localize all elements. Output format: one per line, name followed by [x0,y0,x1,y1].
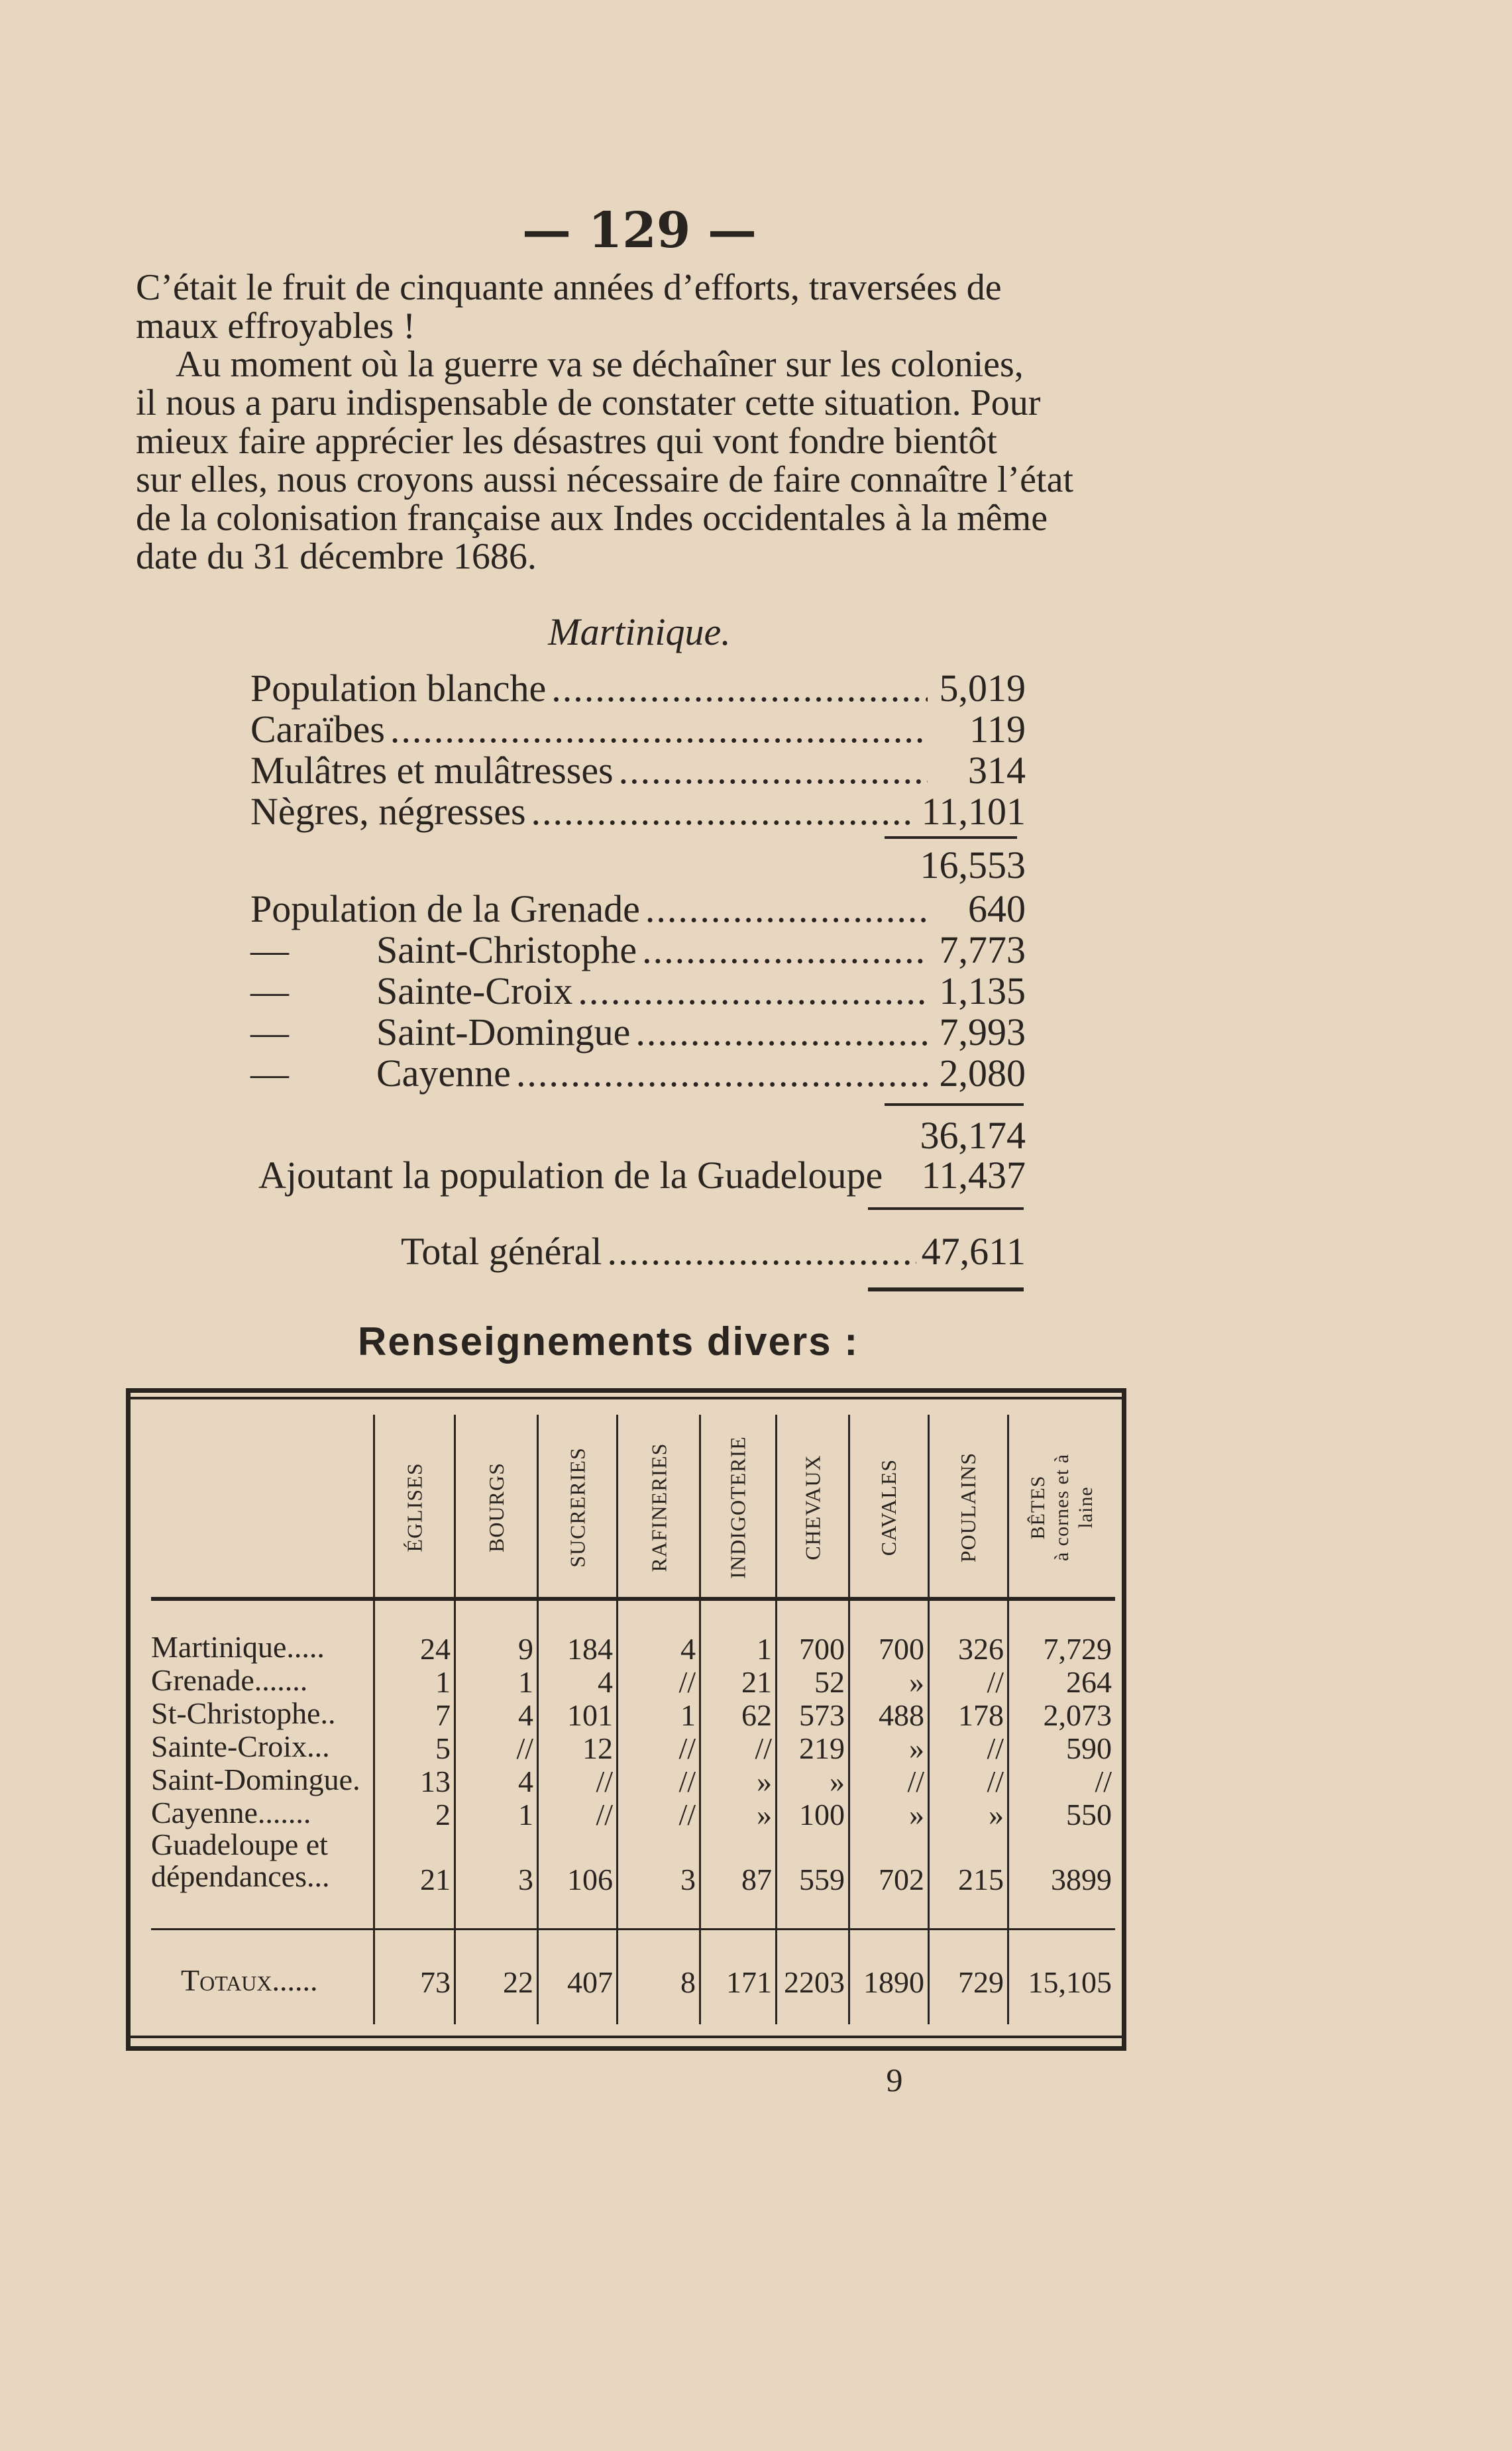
martinique-subtotal [250,843,1026,887]
population-label: Population blanche [250,667,547,710]
table-cell: 2 [435,1798,451,1831]
population-value: 1,135 [939,969,1026,1012]
table-cell: 87 [741,1863,772,1896]
table-cell: » [909,1798,924,1831]
intro-line: date du 31 décembre 1686. [136,536,537,577]
sum-rule [885,1103,1024,1106]
subtotal-value: 36,174 [920,1114,1026,1157]
population-value: 7,993 [939,1010,1026,1054]
population-value: 2,080 [939,1052,1026,1095]
table-cell: 1 [518,1798,533,1831]
table-cell: » [909,1665,924,1699]
table-cell: // [596,1798,613,1831]
table-row-label: Cayenne....... [151,1796,311,1829]
table-cell: // [1095,1765,1112,1798]
table-cell: 52 [814,1665,845,1699]
table-cell: 2,073 [1043,1698,1112,1732]
table-cell: 9 [518,1632,533,1666]
table-cell: 21 [420,1863,451,1896]
table-title: Renseignements divers : [358,1319,859,1364]
table-cell: 326 [958,1632,1004,1666]
table-row-label: Sainte-Croix... [151,1729,330,1763]
column-header-eglises: ÉGLISES [402,1462,427,1552]
totals-rule [151,1928,1115,1930]
table-cell: 101 [567,1698,613,1732]
population-value: 640 [968,887,1026,930]
sum-rule [885,836,1017,839]
table-cell: // [987,1665,1004,1699]
population-value: 11,101 [921,790,1026,833]
table-cell: 550 [1066,1798,1112,1831]
guadeloupe-value: 11,437 [921,1154,1026,1197]
table-cell: 1 [435,1665,451,1699]
population-value: 7,773 [939,928,1026,971]
table-cell: 5 [435,1731,451,1765]
table-cell: 12 [582,1731,613,1765]
total-row [401,1229,1026,1273]
table-cell: » [989,1798,1004,1831]
table-cell: 24 [420,1632,451,1666]
total-value: 47,611 [921,1230,1026,1273]
page-number: — 129 — [522,202,757,259]
totals-cell: 729 [958,1965,1004,1999]
table-cell: // [907,1765,924,1798]
population-row [250,887,1026,928]
population-row [250,1051,1026,1095]
table-row-label: Grenade....... [151,1663,308,1697]
intro-paragraph [136,268,1140,576]
column-header-indigoterie: INDIGOTERIE [726,1436,751,1579]
table-cell: 1 [757,1632,772,1666]
totals-cell: 15,105 [1028,1965,1112,1999]
table-cell: 215 [958,1863,1004,1896]
totals-cell: 73 [420,1965,451,1999]
table-cell: 573 [799,1698,845,1732]
table-cell: 7,729 [1043,1632,1112,1666]
population-label: Saint-Domingue [376,1010,631,1054]
population-row [250,707,1026,751]
population-label: Population de la Grenade [250,887,640,930]
column-header-sucreries: SUCRERIES [565,1447,590,1568]
table-cell: 3 [680,1863,696,1896]
guadeloupe-label: Ajoutant la population de la Guadeloupe [258,1154,883,1197]
table-cell: 4 [518,1698,533,1732]
population-label: Cayenne [376,1052,511,1095]
population-value: 5,019 [939,667,1026,710]
population-row [250,969,1026,1010]
ditto-dash: — [250,1052,289,1095]
table-cell: 700 [799,1632,845,1666]
table-cell: 3 [518,1863,533,1896]
totals-cell: 407 [567,1965,613,1999]
table-cell: 219 [799,1731,845,1765]
table-cell: » [830,1765,845,1798]
table-cell: 13 [420,1765,451,1798]
table-cell: 264 [1066,1665,1112,1699]
intro-line: C’était le fruit de cinquante années d’efforts, traversées de [136,267,1002,308]
totals-cell: 2203 [784,1965,845,1999]
table-cell: 178 [958,1698,1004,1732]
population-row [250,748,1026,792]
table-cell: 21 [741,1665,772,1699]
table-cell: // [987,1731,1004,1765]
table-bottom-rule [126,2036,1126,2038]
table-cell: 4 [518,1765,533,1798]
population-row [250,928,1026,969]
column-header-bourgs: BOURGS [484,1462,508,1552]
totals-cell: 171 [726,1965,772,1999]
table-row-label: St-Christophe.. [151,1696,336,1730]
table-cell: 702 [879,1863,924,1896]
folio-number: 9 [886,2061,903,2098]
table-cell: 488 [879,1698,924,1732]
population-row [250,666,1026,710]
totals-cell: 8 [680,1965,696,1999]
population-label: Sainte-Croix [376,969,573,1012]
table-cell: // [516,1731,533,1765]
table-cell: // [678,1765,696,1798]
column-header-poulains: POULAINS [956,1452,981,1563]
population-label: Mulâtres et mulâtresses [250,749,614,792]
table-cell: 700 [879,1632,924,1666]
header-rule [151,1597,1115,1601]
sum-rule [868,1207,1024,1210]
table-cell: 1 [680,1698,696,1732]
intro-line: sur elles, nous croyons aussi nécessaire de faire connaître l’état [136,459,1074,500]
table-cell: 184 [567,1632,613,1666]
population-label: Caraïbes [250,708,385,751]
column-header-rafineries: RAFINERIES [647,1443,671,1572]
table-cell: 100 [799,1798,845,1831]
column-header-chevaux: CHEVAUX [800,1454,825,1560]
totals-label: Totaux...... [181,1963,318,1997]
table-cell: // [596,1765,613,1798]
intro-line: maux effroyables ! [136,305,415,347]
table-cell: // [678,1798,696,1831]
population-label: Saint-Christophe [376,928,637,971]
table-cell: 4 [598,1665,613,1699]
table-cell: » [757,1765,772,1798]
table-cell: 4 [680,1632,696,1666]
intro-line: Au moment où la guerre va se déchaîner sur les colonies, [176,344,1024,385]
table-cell: » [909,1731,924,1765]
total-rule [868,1287,1024,1291]
ditto-dash: — [250,928,289,971]
table-cell: 590 [1066,1731,1112,1765]
population-value: 119 [969,708,1026,751]
table-cell: » [757,1798,772,1831]
table-cell: // [678,1665,696,1699]
table-cell: 106 [567,1863,613,1896]
column-header-cavales: CAVALES [877,1458,901,1556]
population-row [250,789,1026,833]
population-value: 314 [968,749,1026,792]
totals-cell: 22 [503,1965,533,1999]
table-cell: // [987,1765,1004,1798]
table-cell: 1 [518,1665,533,1699]
table-cell: 7 [435,1698,451,1732]
table-top-rule [126,1397,1126,1399]
ditto-dash: — [250,969,289,1012]
table-cell: // [678,1731,696,1765]
table-row-label: Martinique..... [151,1630,325,1664]
total-label: Total général [401,1230,602,1273]
martinique-title: Martinique. [548,610,731,653]
population-label: Nègres, négresses [250,790,526,833]
intro-line: de la colonisation française aux Indes occidentales à la même [136,498,1048,539]
guadeloupe-row [258,1153,1026,1197]
population-row [250,1010,1026,1054]
table-row-label: Saint-Domingue. [151,1763,360,1796]
intro-line: il nous a paru indispensable de constater cette situation. Pour [136,382,1041,423]
intro-line: mieux faire apprécier les désastres qui vont fondre bientôt [136,421,997,462]
totals-cell: 1890 [863,1965,924,1999]
colonies-subtotal [250,1113,1026,1157]
table-cell: 62 [741,1698,772,1732]
ditto-dash: — [250,1010,289,1054]
subtotal-value: 16,553 [920,844,1026,887]
table-row-label: Guadeloupe et dépendances... [151,1827,330,1893]
table-cell: 3899 [1051,1863,1112,1896]
table-cell: // [755,1731,772,1765]
column-header-betes: BÊTES à cornes et à laine [1027,1453,1097,1562]
table-cell: 559 [799,1863,845,1896]
